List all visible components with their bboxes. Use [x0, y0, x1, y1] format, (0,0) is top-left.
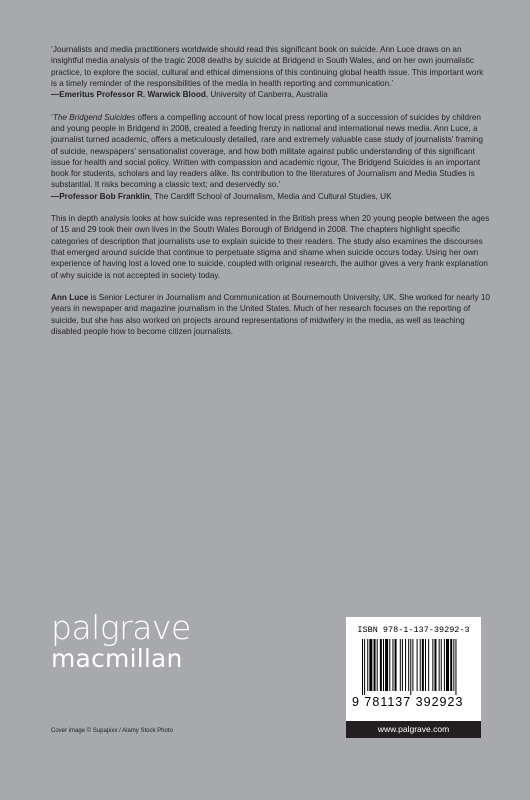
blurb-2-affiliation: , The Cardiff School of Journalism, Media and Cultural Studies, UK [149, 191, 392, 201]
barcode-bar [405, 639, 406, 691]
isbn-barcode [346, 617, 481, 721]
barcode-bar [383, 639, 384, 691]
barcode-bar [380, 639, 382, 691]
barcode-bar [408, 639, 409, 691]
barcode-bar [422, 639, 424, 691]
blurb-1-author: —Emeritus Professor R. Warwick Blood [51, 90, 206, 100]
barcode-bar [374, 639, 376, 691]
author-bio [51, 292, 491, 337]
barcode-bar [402, 639, 403, 691]
barcode-bar [392, 639, 393, 691]
barcode-bar [369, 639, 372, 691]
book-description: This in depth analysis looks at how suicide was represented in the British press when 20 young people between the ages of 15 and 29 took their own lives in the South Wales Borough of Bridgend in 2008. The chapters highlight specific categories of description that journalists use to explain suicide to their readers. The study also examines the discourses that emerged around suicide that continue to perpetuate stigma and shame when suicide occurs today. Using her own experience of having lost a loved one to suicide, coupled with original research, the author gives a very frank explanation of why suicide is not accepted in society today. [51, 214, 490, 280]
barcode-bars [362, 639, 466, 695]
blurb-1-text: ‘Journalists and media practitioners worldwide should read this significant book on suicide. Ann Luce draws on an insightful media analysis of the tragic 2008 deaths by suicide at Bridgend in South Wales, and on her own journalistic practice, to explore the social, cultural and ethical dimensions of this continuing global health issue. This important work is a timely reminder of the responsibilities of the media in health reporting and communication.’ [51, 45, 484, 88]
barcode-bar [446, 639, 449, 691]
barcode-bar [377, 639, 378, 691]
author-name: Ann Luce [51, 292, 89, 302]
publisher-logo [51, 608, 191, 673]
publisher-logo-line1: palgrave [51, 608, 191, 647]
barcode-bar [364, 639, 365, 695]
barcode-bar [400, 639, 401, 691]
cover-image-credit: Cover image © Supapixx / Alamy Stock Photo [51, 728, 173, 734]
barcode-bar [428, 639, 429, 691]
blurb-2-text: offers a compelling account of how local press reporting of a succession of suicides by children and young people in Bridgend in 2008, created a feeding frenzy in national and international news media. Ann Luce, a journalist turned academic, offers a meticulously detailed, rare and extremely valuable case study of journalists’ framing of suicide, newspapers’ sensationalist coverage, and how both militate against public understanding of this significant issue for health and social policy. Written with compassion and academic rigour, The Bridgend Suicides is an important book for students, scholars and lay readers alike. Its contribution to the literatures of Journalism and Media Studies is substantial. It risks becoming a classic text; and deservedly so.’ [51, 112, 483, 190]
blurb-quote-2 [51, 112, 491, 203]
barcode-bar [439, 639, 440, 691]
barcode-bar [389, 639, 390, 691]
barcode-bar [420, 639, 421, 691]
barcode-bar [441, 639, 442, 691]
barcode-bar [362, 639, 363, 695]
barcode-bar [395, 639, 397, 691]
blurb-1-affiliation: , University of Canberra, Australia [205, 90, 328, 100]
barcode-bar [432, 639, 433, 691]
back-cover-text [51, 44, 491, 348]
blurb-quote-1 [51, 44, 491, 101]
barcode-bar [417, 639, 418, 691]
barcode-number: 9 781137 392923 [352, 695, 464, 709]
barcode-bar [453, 639, 454, 691]
barcode-bar [385, 639, 388, 691]
barcode-bar [444, 639, 445, 691]
isbn-label: ISBN 978-1-137-39292-3 [357, 625, 470, 635]
author-bio-text: is Senior Lecturer in Journalism and Communication at Bournemouth University, UK. She worked for nearly 10 years in newspaper and magazine journalism in the United States. Much of her research focuses on the reporting of suicide, but she has also worked on projects around representations of midwifery in the media, as well as teaching disabled people how to become citizen journalists. [51, 292, 490, 336]
blurb-2-author: —Professor Bob Franklin [51, 191, 150, 201]
barcode-bar [412, 639, 413, 691]
blurb-2-book-title: The Bridgend Suicides [52, 112, 136, 122]
blurb-2-open-quote: ‘ [51, 112, 53, 122]
barcode-bar [434, 639, 436, 691]
barcode-bar [455, 639, 456, 695]
barcode-bar [450, 639, 452, 691]
barcode-bar [410, 639, 411, 695]
barcode-bar [425, 639, 426, 691]
barcode-bar [367, 639, 368, 691]
publisher-website: www.palgrave.com [346, 721, 481, 738]
publisher-logo-line2: macmillan [51, 644, 183, 673]
